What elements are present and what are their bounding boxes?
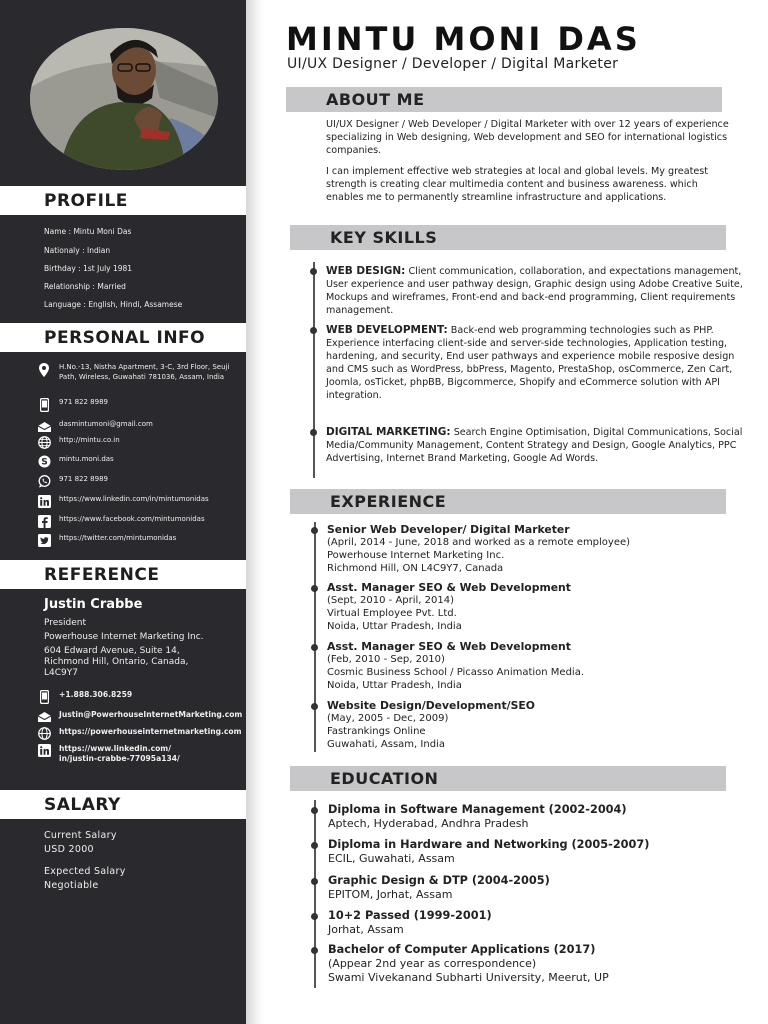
reference-heading-label: REFERENCE xyxy=(44,564,160,585)
timeline-dot xyxy=(311,703,318,710)
education-item xyxy=(328,803,738,831)
about-heading xyxy=(286,87,722,112)
twitter-icon xyxy=(36,534,52,547)
education-item xyxy=(328,874,738,902)
envelope-icon xyxy=(36,420,52,433)
contact-address xyxy=(36,363,240,382)
education-item xyxy=(328,943,738,985)
job-location: Richmond Hill, ON L4C9Y7, Canada xyxy=(327,563,504,574)
skill-text: Back-end web programming technologies such as PHP. Experience interfacing client-side and server-side technologies, Application testing, hardening, and security, End user pathways and experience mobile resposive design and CMS such as WordPress, bbPress, Magento, PrestaShop, osCommerce, Zen Cart, Joomla, osTicket, phpBB, Bigcommerce, Shopify and eCommerce solution with API integration. xyxy=(326,325,735,401)
reference-website-link[interactable]: https://powerhouseinternetmarketing.com xyxy=(59,727,242,736)
phone-icon xyxy=(36,398,52,411)
skill-text: Search Engine Optimisation, Digital Communications, Social Media/Community Management, Content Strategy and Design, Google Analytics, PPC Advertising, Internet Brand Marketing, Google Ad Words. xyxy=(326,427,743,464)
contact-linkedin xyxy=(36,495,240,508)
skills-heading-label: KEY SKILLS xyxy=(330,228,438,247)
profile-label: Name xyxy=(44,227,67,236)
timeline-dot xyxy=(310,327,317,334)
contact-website xyxy=(36,436,240,449)
profile-label: Relationship xyxy=(44,282,91,291)
reference-website xyxy=(36,727,240,740)
candidate-name: MINTU MONI DAS xyxy=(286,20,641,58)
contact-facebook xyxy=(36,515,240,528)
education-detail: EPITOM, Jorhat, Assam xyxy=(328,888,453,901)
education-detail: ECIL, Guwahati, Assam xyxy=(328,852,455,865)
job-company: Virtual Employee Pvt. Ltd. xyxy=(327,608,457,619)
linkedin-icon xyxy=(36,744,52,757)
facebook-icon xyxy=(36,515,52,528)
job-company: Powerhouse Internet Marketing Inc. xyxy=(327,550,505,561)
job-item xyxy=(327,523,737,575)
timeline-dot xyxy=(311,644,318,651)
timeline-dot xyxy=(311,913,318,920)
personal-info-heading xyxy=(0,323,246,352)
skill-title: WEB DEVELOPMENT: xyxy=(326,324,448,336)
reference-phone xyxy=(36,690,240,703)
about-paragraph-2: I can implement effective web strategies at local and global levels. My greatest strength is creating clear multimedia content and business awareness. which enables me to permanently streamline infrastructure and applications. xyxy=(326,166,709,203)
salary-heading-label: SALARY xyxy=(44,794,121,815)
contact-twitter xyxy=(36,534,240,547)
job-dates: (May, 2005 - Dec, 2009) xyxy=(327,713,449,724)
skill-digital-marketing xyxy=(326,426,746,465)
skill-title: WEB DESIGN: xyxy=(326,265,406,277)
current-salary-value: USD 2000 xyxy=(44,844,94,855)
facebook-link[interactable]: https://www.facebook.com/mintumonidas xyxy=(59,515,205,523)
job-item xyxy=(327,699,737,751)
profile-value: 1st July 1981 xyxy=(83,264,133,273)
contact-skype xyxy=(36,455,240,468)
skills-heading xyxy=(290,225,726,250)
website-link[interactable]: http://mintu.co.in xyxy=(59,436,120,444)
profile-name: Name : Mintu Moni Das xyxy=(44,227,132,236)
candidate-title: UI/UX Designer / Developer / Digital Marketer xyxy=(287,56,619,72)
education-item xyxy=(328,838,738,866)
experience-timeline xyxy=(314,522,316,752)
profile-relationship: Relationship : Married xyxy=(44,282,126,291)
sidebar xyxy=(0,0,246,1024)
reference-heading xyxy=(0,560,246,589)
education-detail: Aptech, Hyderabad, Andhra Pradesh xyxy=(328,817,529,830)
job-location: Noida, Uttar Pradesh, India xyxy=(327,680,462,691)
reference-linkedin-link[interactable]: https://www.linkedin.com/ in/justin-crabbe-77095a134/ xyxy=(59,744,180,763)
linkedin-icon xyxy=(36,495,52,508)
profile-heading xyxy=(0,186,246,215)
education-title: 10+2 Passed (1999-2001) xyxy=(328,909,492,922)
skill-web-development xyxy=(326,324,746,402)
personal-info-heading-label: PERSONAL INFO xyxy=(44,327,206,348)
profile-value: Married xyxy=(97,282,126,291)
education-detail: Jorhat, Assam xyxy=(328,923,404,936)
education-title: Diploma in Software Management (2002-2004) xyxy=(328,803,627,816)
timeline-dot xyxy=(310,429,317,436)
skype-text[interactable]: mintu.moni.das xyxy=(59,455,114,463)
job-item xyxy=(327,640,737,692)
job-location: Guwahati, Assam, India xyxy=(327,739,445,750)
whatsapp-text[interactable]: 971 822 8989 xyxy=(59,475,108,483)
svg-text:S: S xyxy=(40,457,48,468)
job-company: Fastrankings Online xyxy=(327,726,426,737)
twitter-link[interactable]: https://twitter.com/mintumonidas xyxy=(59,534,177,542)
timeline-dot xyxy=(311,527,318,534)
expected-salary-label: Expected Salary xyxy=(44,866,126,877)
about-paragraph-1: UI/UX Designer / Web Developer / Digital Marketer with over 12 years of experience specializing in Web designing, Web development and SEO for international logistics companies. xyxy=(326,119,729,156)
contact-whatsapp xyxy=(36,475,240,488)
job-item xyxy=(327,581,737,633)
linkedin-link[interactable]: https://www.linkedin.com/in/mintumonidas xyxy=(59,495,209,503)
education-item xyxy=(328,909,738,937)
job-dates: (Feb, 2010 - Sep, 2010) xyxy=(327,654,445,665)
timeline-dot xyxy=(310,268,317,275)
sidebar-shadow xyxy=(246,0,264,1024)
timeline-dot xyxy=(311,842,318,849)
current-salary-label: Current Salary xyxy=(44,830,117,841)
education-title: Graphic Design & DTP (2004-2005) xyxy=(328,874,550,887)
profile-label: Birthday xyxy=(44,264,76,273)
profile-language: Language : English, Hindi, Assamese xyxy=(44,300,183,309)
reference-email xyxy=(36,710,243,723)
timeline-dot xyxy=(311,585,318,592)
experience-heading-label: EXPERIENCE xyxy=(330,492,447,511)
contact-email xyxy=(36,420,240,433)
profile-birthday: Birthday : 1st July 1981 xyxy=(44,264,133,273)
reference-role: President xyxy=(44,618,86,628)
expected-salary-value: Negotiable xyxy=(44,880,99,891)
job-title: Website Design/Development/SEO xyxy=(327,699,535,712)
contact-phone xyxy=(36,398,240,411)
location-pin-icon xyxy=(36,363,52,376)
job-title: Asst. Manager SEO & Web Development xyxy=(327,640,571,653)
profile-value: Mintu Moni Das xyxy=(73,227,132,236)
education-detail: Swami Vivekanand Subharti University, Meerut, UP xyxy=(328,971,609,984)
job-dates: (April, 2014 - June, 2018 and worked as a remote employee) xyxy=(327,537,631,548)
timeline-dot xyxy=(311,878,318,885)
skills-timeline xyxy=(313,262,315,478)
skill-web-design xyxy=(326,265,746,317)
skype-icon xyxy=(36,455,52,468)
profile-photo xyxy=(30,28,218,170)
salary-heading xyxy=(0,790,246,819)
reference-email-link[interactable]: Justin@PowerhouseInternetMarketing.com xyxy=(59,710,243,719)
timeline-dot xyxy=(311,947,318,954)
job-company: Cosmic Business School / Picasso Animation Media. xyxy=(327,667,585,678)
job-location: Noida, Uttar Pradesh, India xyxy=(327,621,462,632)
reference-name: Justin Crabbe xyxy=(44,597,143,612)
profile-label: Nationaly xyxy=(44,246,80,255)
phone-text[interactable]: 971 822 8989 xyxy=(59,398,108,406)
education-detail: (Appear 2nd year as correspondence) xyxy=(328,957,537,970)
profile-heading-label: PROFILE xyxy=(44,190,128,211)
profile-value: Indian xyxy=(87,246,111,255)
education-timeline xyxy=(314,800,316,988)
job-dates: (Sept, 2010 - April, 2014) xyxy=(327,595,455,606)
experience-heading xyxy=(290,489,726,514)
job-title: Asst. Manager SEO & Web Development xyxy=(327,581,571,594)
globe-icon xyxy=(36,436,52,449)
reference-address: 604 Edward Avenue, Suite 14, Richmond Hill, Ontario, Canada, L4C9Y7 xyxy=(44,646,189,678)
skill-title: DIGITAL MARKETING: xyxy=(326,426,451,438)
whatsapp-icon xyxy=(36,475,52,488)
education-heading-label: EDUCATION xyxy=(330,769,439,788)
education-title: Bachelor of Computer Applications (2017) xyxy=(328,943,596,956)
email-link[interactable]: dasmintumoni@gmail.com xyxy=(59,420,153,428)
globe-icon xyxy=(36,727,52,740)
education-heading xyxy=(290,766,726,791)
skill-text: Client communication, collaboration, and expectations management, User experience and user pathway design, Graphic design using Adobe Creative Suite, Mockups and wireframes, Front-end and back-end programming, Client requirements management. xyxy=(326,266,743,316)
reference-linkedin xyxy=(36,744,240,763)
reference-phone-text[interactable]: +1.888.306.8259 xyxy=(59,690,133,699)
profile-nationality: Nationaly : Indian xyxy=(44,246,111,255)
timeline-dot xyxy=(311,807,318,814)
job-title: Senior Web Developer/ Digital Marketer xyxy=(327,523,570,536)
envelope-icon xyxy=(36,710,52,723)
education-title: Diploma in Hardware and Networking (2005-2007) xyxy=(328,838,650,851)
profile-value: English, Hindi, Assamese xyxy=(88,300,183,309)
phone-icon xyxy=(36,690,52,703)
profile-label: Language xyxy=(44,300,82,309)
address-text: H.No.-13, Nistha Apartment, 3-C, 3rd Floor, Seuji Path, Wireless, Guwahati 781036, Assam, India xyxy=(59,363,230,381)
about-heading-label: ABOUT ME xyxy=(326,90,425,109)
reference-company: Powerhouse Internet Marketing Inc. xyxy=(44,632,204,642)
